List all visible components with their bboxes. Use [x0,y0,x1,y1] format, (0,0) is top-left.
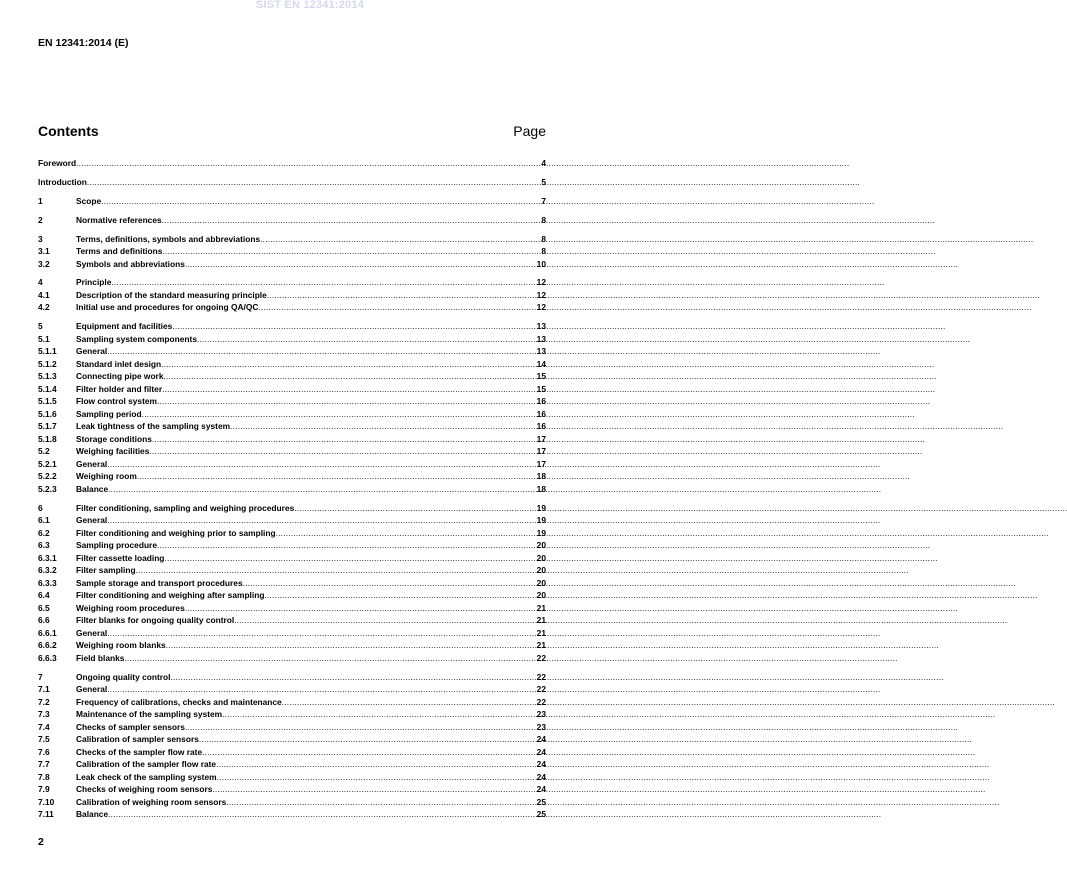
toc-entry-title: Storage conditions [76,433,152,444]
toc-dot-leader [243,577,536,590]
toc-entry-title: Sampling procedure [76,540,157,551]
toc-dot-leader [230,420,536,433]
page-number: 2 [38,836,44,848]
toc-entry-page: 16 [536,408,546,419]
toc-entry-number: 4.1 [38,289,50,300]
toc-entry-page: 24 [536,784,546,795]
toc-entry[interactable] [38,245,546,258]
toc-dot-leader [217,771,536,784]
toc-entry-page: 15 [536,371,546,382]
toc-group [38,195,546,208]
toc-entry-title: General [76,515,108,526]
toc-entry-title: Calibration of the sampler flow rate [76,759,217,770]
toc-dot-leader [212,783,535,796]
toc-entry[interactable] [38,552,546,565]
toc-entry-page: 15 [536,383,546,394]
toc-entry-number: 5.1 [38,333,50,344]
toc-entry[interactable] [38,577,546,590]
toc-dot-leader [282,696,536,709]
toc-entry[interactable] [38,652,546,665]
toc-entry-number: 6.2 [38,527,50,538]
watermark: SIST EN 12341:2014 [255,0,365,11]
toc-entry-page: 23 [536,721,546,732]
toc-entry-page: 24 [536,771,546,782]
toc-entry-page: 18 [536,471,546,482]
toc-dot-leader [152,433,536,446]
toc-group [38,176,546,189]
toc-dot-leader [87,176,540,189]
toc-entry-title: Checks of sampler sensors [76,721,185,732]
toc-entry-page: 17 [536,446,546,457]
toc-entry[interactable] [38,301,546,314]
toc-entry-page: 5 [541,176,546,187]
toc-entry[interactable] [38,176,546,189]
toc-entry-title: Leak tightness of the sampling system [76,421,231,432]
toc-dot-leader [108,808,536,821]
toc-entry-number: 5.1.6 [38,408,57,419]
toc-entry-page: 14 [536,358,546,369]
toc-entry-page: 4 [541,158,546,168]
toc-entry[interactable] [38,639,546,652]
toc-dot-leader [294,502,535,515]
toc-entry[interactable] [38,420,546,433]
toc-entry-page: 8 [541,246,546,257]
toc-entry[interactable] [38,783,546,796]
toc-entry[interactable] [38,627,546,640]
toc-entry-title: Filter cassette loading [76,552,165,563]
toc-entry-page: 20 [536,552,546,563]
toc-entry-title: Filter conditioning, sampling and weighing procedures [76,502,295,513]
toc-entry[interactable] [38,157,546,170]
toc-dot-leader [162,383,536,396]
toc-group [38,502,546,665]
toc-entry-number: 3.1 [38,246,50,257]
toc-entry-page: 21 [536,627,546,638]
toc-entry-number: 5 [38,321,43,332]
toc-entry-title: Symbols and abbreviations [76,258,185,269]
toc-dot-leader [111,276,535,289]
toc-entry-page: 22 [536,684,546,695]
toc-entry-page: 13 [536,321,546,332]
toc-entry-page: 24 [536,759,546,770]
toc-entry-page: 20 [536,540,546,551]
toc-entry-number: 5.1.3 [38,371,57,382]
toc-entry-title: Filter conditioning and weighing prior to sampling [76,527,276,538]
toc-entry-title: Checks of weighing room sensors [76,784,213,795]
toc-dot-leader [108,483,536,496]
toc-dot-leader [107,514,535,527]
toc-dot-leader [166,639,536,652]
toc-entry[interactable] [38,483,546,496]
toc-entry[interactable] [38,614,546,627]
toc-dot-leader [226,796,535,809]
toc-entry[interactable] [38,771,546,784]
toc-entry-number: 6.1 [38,515,50,526]
toc-entry[interactable] [38,370,546,383]
toc-entry[interactable] [38,320,546,333]
toc-entry-number: 5.2.2 [38,471,57,482]
toc-entry-page: 7 [541,195,546,206]
toc-entry[interactable] [38,539,546,552]
toc-entry-page: 16 [536,421,546,432]
toc-entry-number: 7.4 [38,721,50,732]
toc-entry-title: Sampling system components [76,333,197,344]
toc-entry-title: Filter conditioning and weighing after sampling [76,590,265,601]
toc-entry-title: Calibration of sampler sensors [76,734,199,745]
toc-entry-number: 7.8 [38,771,50,782]
toc-dot-leader [216,758,536,771]
toc-entry-page: 8 [541,233,546,244]
toc-entry-page: 12 [536,302,546,313]
toc-entry-number: 6.6 [38,615,50,626]
toc-dot-leader [170,671,535,684]
toc-entry-page: 25 [536,796,546,807]
toc-entry-number: 7.1 [38,684,50,695]
toc-entry-number: 4.2 [38,302,50,313]
toc-entry-title: Filter sampling [76,565,136,576]
toc-entry-title: Balance [76,809,109,820]
toc-entry[interactable] [38,721,546,734]
toc-dot-leader [172,320,535,333]
toc-entry[interactable] [38,345,546,358]
toc-entry[interactable] [38,502,546,515]
toc-entry-number: 6.6.2 [38,640,57,651]
toc-entry-number: 7.3 [38,709,50,720]
toc-dot-leader [264,589,535,602]
toc-entry-page: 13 [536,346,546,357]
toc-entry-page: 22 [536,671,546,682]
toc-dot-leader [202,746,536,759]
toc-entry-title: Standard inlet design [76,358,162,369]
toc-entry[interactable] [38,758,546,771]
toc-entry-number: 7.2 [38,696,50,707]
toc-entry[interactable] [38,358,546,371]
toc-entry-title: Weighing room blanks [76,640,166,651]
toc-group [38,276,546,314]
toc-entry-title: Filter holder and filter [76,383,163,394]
toc-entry-number: 5.1.2 [38,358,57,369]
toc-group [38,233,546,271]
toc-entry-number: 6.4 [38,590,50,601]
toc-entry-page: 23 [536,709,546,720]
toc-entry-title: Connecting pipe work [76,371,164,382]
toc-entry[interactable] [38,514,546,527]
toc-entry-title: Principle [76,277,112,288]
toc-entry-page: 8 [541,214,546,225]
toc-entry[interactable] [38,395,546,408]
page-column-label: Page [513,123,546,139]
toc-entry-number: 5.1.7 [38,421,57,432]
toc-entry-title: Frequency of calibrations, checks and maintenance [76,696,282,707]
toc-entry-number: 3 [38,233,43,244]
toc-group [38,671,546,821]
toc-entry[interactable] [38,808,546,821]
toc-entry-number: 6.5 [38,602,50,613]
toc-entry-title: Terms, definitions, symbols and abbreviations [76,233,261,244]
toc-entry-page: 19 [536,502,546,513]
toc-entry-number: 7.7 [38,759,50,770]
toc-entry-number: 6.6.1 [38,627,57,638]
toc-entry-title: Ongoing quality control [76,671,171,682]
toc-entry-number: 7 [38,671,43,682]
toc-entry-page: 21 [536,640,546,651]
toc-entry-number: 5.2 [38,446,50,457]
toc-entry-title: Maintenance of the sampling system [76,709,223,720]
toc-dot-leader [136,564,536,577]
toc-entry-number: 5.1.5 [38,396,57,407]
toc-dot-leader [164,552,535,565]
toc-entry-title: Initial use and procedures for ongoing QA/QC [76,302,259,313]
toc-entry[interactable] [38,433,546,446]
toc-entry[interactable] [38,214,546,227]
toc-dot-leader [101,195,540,208]
toc-entry-number: 5.2.1 [38,458,57,469]
toc-entry-page: 20 [536,590,546,601]
toc-entry-title: General [76,684,108,695]
toc-entry-page: 24 [536,746,546,757]
toc-entry[interactable] [38,408,546,421]
toc-entry-page: 22 [536,652,546,663]
toc-entry-title: Weighing room procedures [76,602,185,613]
toc-entry-page: 20 [536,577,546,588]
toc-dot-leader [162,245,540,258]
toc-dot-leader [142,408,536,421]
toc-group [38,214,546,227]
toc-dot-leader [267,289,536,302]
toc-entry[interactable] [38,733,546,746]
toc-entry-page: 18 [536,483,546,494]
toc-entry-title: Weighing facilities [76,446,150,457]
toc-entry-title: General [76,346,108,357]
toc-dot-leader [149,445,535,458]
toc-entry-number: 5.2.3 [38,483,57,494]
toc-entry-title: Filter blanks for ongoing quality control [76,615,235,626]
toc-entry-title: Leak check of the sampling system [76,771,217,782]
toc-entry-page: 21 [536,602,546,613]
toc-entry-number: 7.5 [38,734,50,745]
toc-dot-leader [107,458,535,471]
toc-dot-leader [185,721,536,734]
toc-dot-leader [197,333,536,346]
toc-entry-page: 24 [536,734,546,745]
toc-dot-leader [185,258,536,271]
toc-entry[interactable] [38,696,546,709]
toc-dot-leader [163,370,535,383]
toc-entry-title: Description of the standard measuring principle [76,289,267,300]
toc-group [38,157,546,170]
toc-entry[interactable] [38,276,546,289]
document-id: EN 12341:2014 (E) [38,37,129,49]
toc-entry-title: Sampling period [76,408,142,419]
toc-dot-leader [199,733,536,746]
toc-entry-number: 4 [38,277,43,288]
toc-entry-title: Field blanks [76,652,125,663]
toc-entry-number: 5.1.8 [38,433,57,444]
toc-dot-leader [234,614,535,627]
toc-dot-leader [276,527,536,540]
toc-entry-page: 12 [536,277,546,288]
toc-entry[interactable] [38,233,546,246]
toc-entry-page: 17 [536,433,546,444]
toc-entry-title: Balance [76,483,109,494]
toc-entry[interactable] [38,445,546,458]
toc-entry-number: 6.3.2 [38,565,57,576]
toc-entry[interactable] [38,671,546,684]
toc-entry[interactable] [38,258,546,271]
toc-entry-title: Equipment and facilities [76,321,173,332]
table-of-contents [38,157,546,827]
toc-entry-page: 25 [536,809,546,820]
toc-entry-number: 1 [38,195,43,206]
toc-entry-page: 13 [536,333,546,344]
toc-entry-number: 7.10 [38,796,55,807]
toc-entry-number: 6.3.3 [38,577,57,588]
toc-entry-title: Terms and definitions [76,246,163,257]
toc-dot-leader [137,470,536,483]
toc-entry[interactable] [38,383,546,396]
toc-entry-number: 6.3.1 [38,552,57,563]
toc-entry-number: 7.9 [38,784,50,795]
toc-entry-page: 19 [536,515,546,526]
toc-entry-number: 7.11 [38,809,54,820]
toc-entry-title: Sample storage and transport procedures [76,577,243,588]
toc-entry-page: 20 [536,565,546,576]
toc-entry-title: Weighing room [76,471,137,482]
toc-entry-page: 16 [536,396,546,407]
toc-dot-leader [157,395,536,408]
toc-entry[interactable] [38,195,546,208]
toc-entry-number: 3.2 [38,258,50,269]
toc-entry-page: 17 [536,458,546,469]
toc-dot-leader [161,358,536,371]
toc-entry-number: 6 [38,502,43,513]
toc-entry-title: Normative references [76,214,162,225]
toc-entry-number: 5.1.1 [38,346,57,357]
toc-entry-number: 7.6 [38,746,50,757]
toc-entry-page: 12 [536,289,546,300]
toc-entry[interactable] [38,289,546,302]
toc-entry[interactable] [38,602,546,615]
toc-dot-leader [258,301,535,314]
toc-dot-leader [157,539,536,552]
toc-entry-page: 10 [536,258,546,269]
toc-dot-leader [124,652,535,665]
toc-entry[interactable] [38,564,546,577]
toc-dot-leader [222,708,536,721]
toc-entry-number: 5.1.4 [38,383,57,394]
toc-entry-title: General [76,627,108,638]
contents-title: Contents [38,123,99,139]
toc-entry[interactable] [38,683,546,696]
toc-dot-leader [107,627,535,640]
toc-entry-number: 6.6.3 [38,652,57,663]
toc-entry-page: 22 [536,696,546,707]
toc-entry-title: Foreword [38,158,77,168]
toc-dot-leader [107,345,535,358]
toc-dot-leader [185,602,536,615]
toc-entry[interactable] [38,333,546,346]
toc-entry[interactable] [38,796,546,809]
toc-entry-title: Calibration of weighing room sensors [76,796,227,807]
toc-entry[interactable] [38,527,546,540]
toc-entry-title: General [76,458,108,469]
toc-dot-leader [76,157,540,170]
toc-dot-leader [107,683,535,696]
toc-entry-title: Introduction [38,176,87,187]
toc-entry[interactable] [38,589,546,602]
toc-dot-leader [162,214,541,227]
toc-entry-page: 19 [536,527,546,538]
toc-entry[interactable] [38,470,546,483]
toc-entry-page: 21 [536,615,546,626]
toc-entry-number: 2 [38,214,43,225]
toc-entry[interactable] [38,746,546,759]
toc-entry-number: 6.3 [38,540,50,551]
toc-entry-title: Flow control system [76,396,157,407]
toc-entry-title: Scope [76,195,102,206]
toc-dot-leader [260,233,540,246]
toc-entry[interactable] [38,708,546,721]
toc-entry-title: Checks of the sampler flow rate [76,746,203,757]
toc-entry[interactable] [38,458,546,471]
toc-group [38,320,546,495]
